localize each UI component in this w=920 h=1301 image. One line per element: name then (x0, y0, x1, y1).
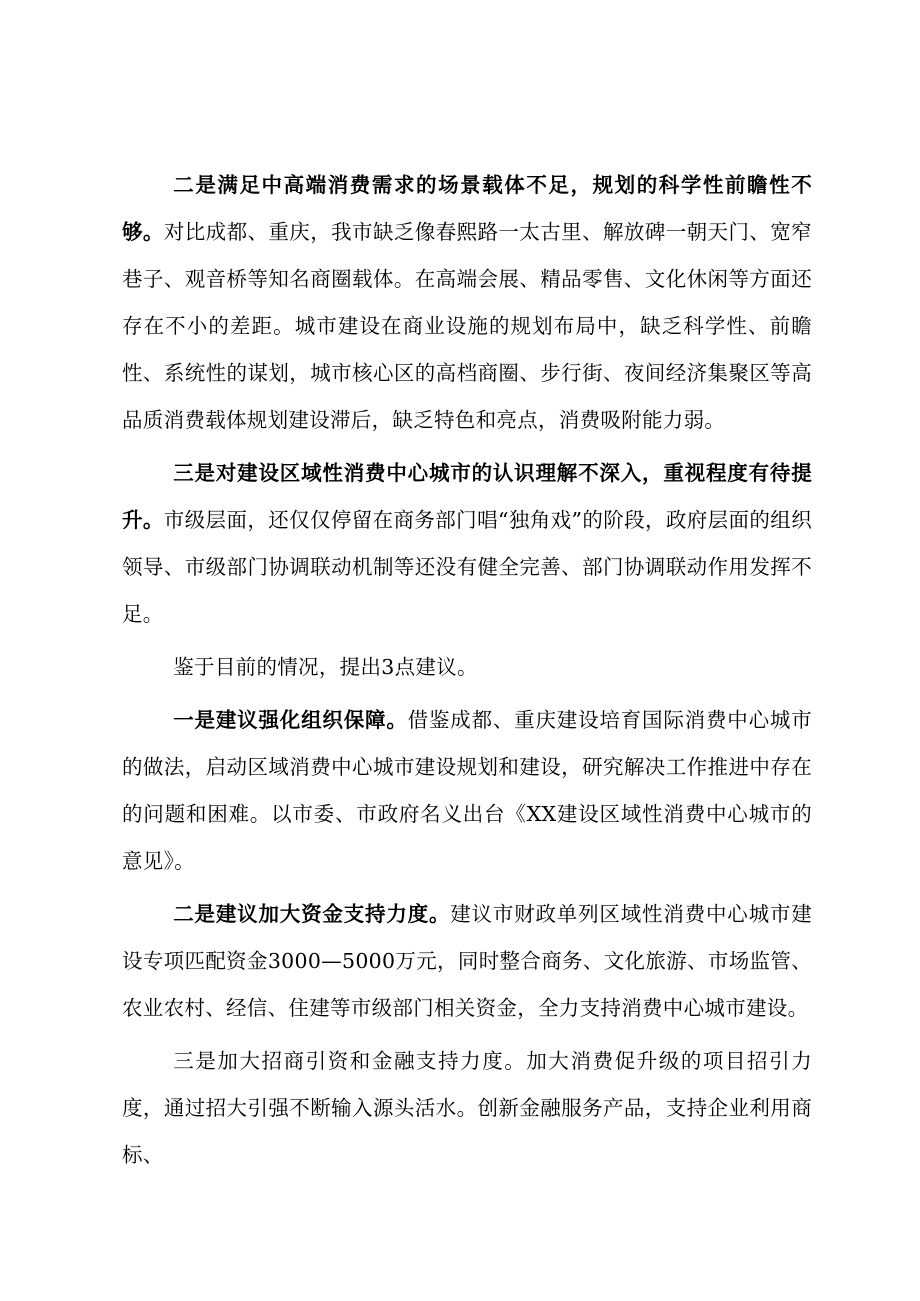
paragraph-awareness (122, 450, 812, 638)
paragraph-suggestions-intro (122, 644, 812, 691)
paragraph-body: 建议市财政单列区域性消费中心城市建设专项匹配资金3000—5000万元，同时整合商务、文化旅游、市场监管、农业农村、经信、住建等市级部门相关资金，全力支持消费中心城市建设。 (122, 902, 812, 1020)
paragraph-body: 市级层面，还仅仅停留在商务部门唱“独角戏”的阶段，政府层面的组织领导、市级部门协调联动机制等还没有健全完善、部门协调联动作用发挥不足。 (122, 508, 812, 626)
document-page (122, 162, 812, 1179)
paragraph-body: 三是加大招商引资和金融支持力度。加大消费促升级的项目招引力度，通过招大引强不断输入源头活水。创新金融服务产品，支持企业利用商标、 (122, 1049, 812, 1167)
paragraph-lead: 二是满足中高端消费需求的场景载体不足，规划的科学性前瞻性不够。 (122, 173, 812, 244)
paragraph-body: 对比成都、重庆，我市缺乏像春熙路一太古里、解放碑一朝天门、宽窄巷子、观音桥等知名商圈载体。在高端会展、精品零售、文化休闲等方面还存在不小的差距。城市建设在商业设施的规划布局中，缺乏科学性、前瞻性、系统性的谋划，城市核心区的高档商圈、步行街、夜间经济集聚区等高品质消费载体规划建设滞后，缺乏特色和亮点，消费吸附能力弱。 (122, 220, 812, 432)
paragraph-scenario-carriers (122, 162, 812, 444)
paragraph-body: 借鉴成都、重庆建设培育国际消费中心城市的做法，启动区域消费中心城市建设规划和建设，研究解决工作推进中存在的问题和困难。以市委、市政府名义出台《XX建设区域性消费中心城市的意见》。 (122, 708, 812, 873)
paragraph-organization (122, 697, 812, 885)
paragraph-lead: 一是建议强化组织保障。 (173, 708, 408, 732)
paragraph-lead: 二是建议加大资金支持力度。 (173, 902, 451, 926)
paragraph-body: 鉴于目前的情况，提出3点建议。 (173, 655, 478, 679)
paragraph-lead: 三是对建设区域性消费中心城市的认识理解不深入，重视程度有待提升。 (122, 461, 812, 532)
paragraph-investment (122, 1038, 812, 1179)
paragraph-funding (122, 891, 812, 1032)
